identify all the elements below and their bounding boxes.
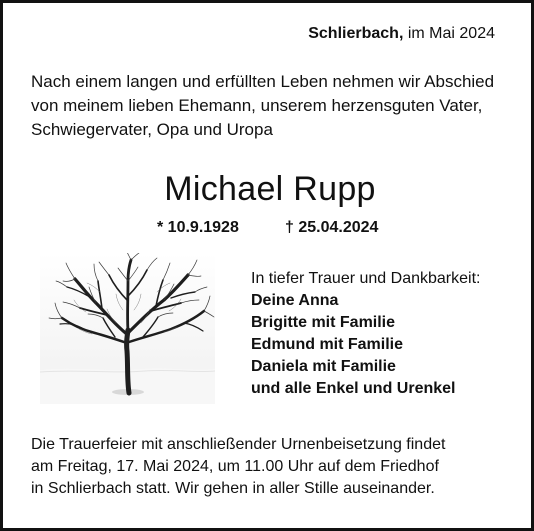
birth-date: * 10.9.1928 [157, 219, 239, 236]
death-date: † 25.04.2024 [285, 219, 379, 236]
intro-line: von meinem lieben Ehemann, unserem herzensguten Vater, [31, 96, 483, 115]
mourner-name: Edmund mit Familie [251, 336, 404, 353]
mourners-intro: In tiefer Trauer und Dankbarkeit: [251, 270, 481, 287]
mourner-name: Deine Anna [251, 292, 339, 309]
intro-line: Schwiegervater, Opa und Uropa [31, 120, 273, 139]
service-line: in Schlierbach statt. Wir gehen in aller Stille auseinander. [31, 480, 435, 497]
tree-photo [40, 253, 215, 404]
mourner-name: und alle Enkel und Urenkel [251, 380, 456, 397]
place-date-line [308, 23, 495, 45]
mourner-name: Brigitte mit Familie [251, 314, 396, 331]
service-line: am Freitag, 17. Mai 2024, um 11.00 Uhr auf dem Friedhof [31, 458, 439, 475]
tree-icon [40, 253, 215, 404]
mourner-name: Daniela mit Familie [251, 358, 396, 375]
intro-line: Nach einem langen und erfüllten Leben nehmen wir Abschied [31, 72, 495, 91]
funeral-service-info [31, 434, 511, 500]
place-name: Schlierbach, [308, 25, 404, 42]
service-line: Die Trauerfeier mit anschließender Urnenbeisetzung findet [31, 436, 446, 453]
farewell-intro [31, 70, 511, 142]
mourners-block [251, 268, 521, 400]
publication-date: im Mai 2024 [407, 25, 495, 42]
life-dates [157, 217, 397, 239]
deceased-name: Michael Rupp [164, 170, 376, 208]
